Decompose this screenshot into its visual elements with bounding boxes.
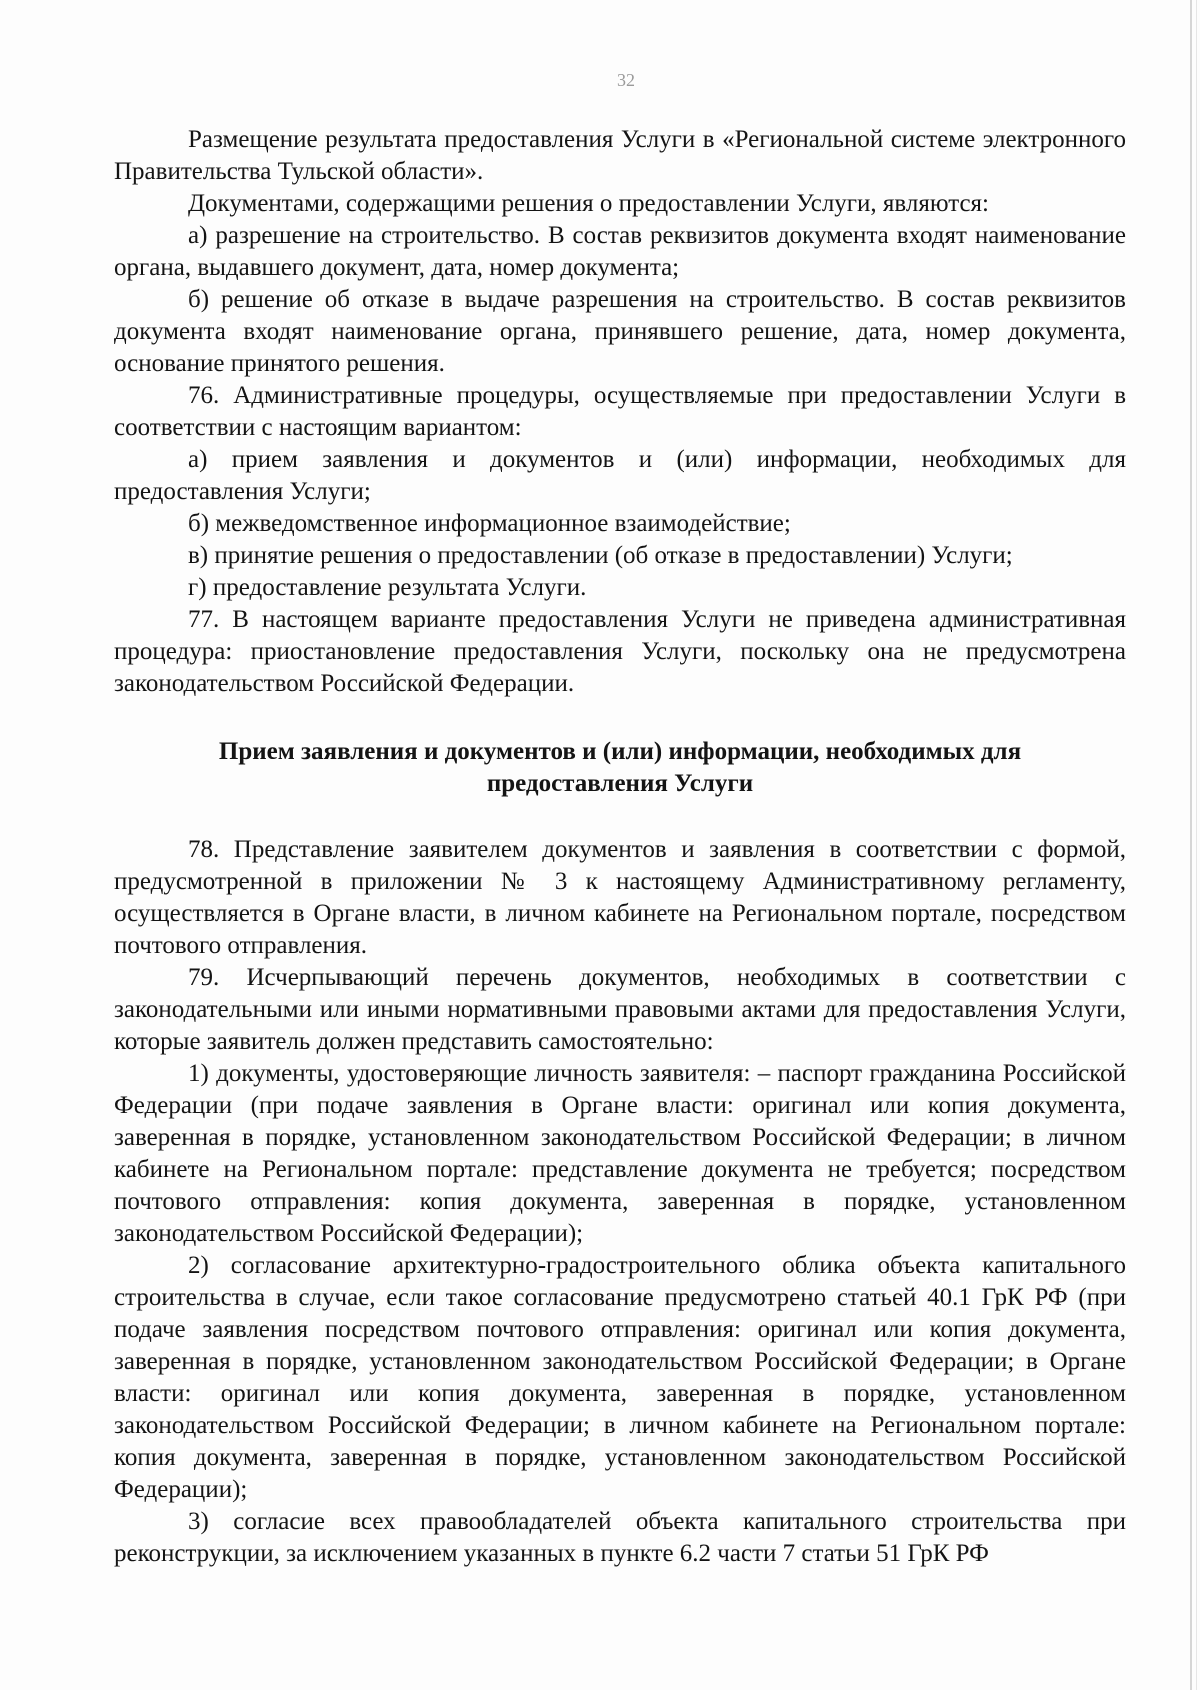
page-edge-line-secondary — [1196, 0, 1197, 1690]
clause-78: 78. Представление заявителем документов и заявления в соответствии с формой, предусмотренной в приложении № 3 к настоящему Административному регламенту, осуществляется в Органе власти, в личном кабинете на Региональном портале, посредством почтового отправления. — [114, 836, 1126, 959]
clause-76: 76. Административные процедуры, осуществляемые при предоставлении Услуги в соответствии с настоящим вариантом: — [114, 382, 1126, 441]
section-heading — [114, 736, 1126, 800]
list-item-1: 1) документы, удостоверяющие личность заявителя: – паспорт гражданина Российской Федерации (при подаче заявления в Органе власти: оригинал или копия документа, заверенная в порядке, установленном законодательством Российской Федерации; в личном кабинете на Региональном портале: представление документа не требуется; посредством почтового отправления: копия документа, заверенная в порядке, установленном законодательством Российской Федерации); — [114, 1060, 1126, 1247]
list-item-3: 3) согласие всех правообладателей объекта капитального строительства при реконструкции, за исключением указанных в пункте 6.2 части 7 статьи 51 ГрК РФ — [114, 1508, 1126, 1567]
list-item-a: а) разрешение на строительство. В состав реквизитов документа входят наименование органа, выдавшего документ, дата, номер документа; — [114, 222, 1126, 281]
list-item-a: а) прием заявления и документов и (или) информации, необходимых для предоставления Услуги; — [114, 446, 1126, 505]
page-edge-line — [1190, 0, 1192, 1690]
paragraph: Размещение результата предоставления Услуги в «Региональной системе электронного Правительства Тульской области». — [114, 126, 1126, 185]
clause-77: 77. В настоящем варианте предоставления Услуги не приведена административная процедура: приостановление предоставления Услуги, поскольку она не предусмотрена законодательством Российской Федерации. — [114, 606, 1126, 697]
list-item-v: в) принятие решения о предоставлении (об отказе в предоставлении) Услуги; — [188, 542, 1013, 569]
section-heading-line-1: Прием заявления и документов и (или) информации, необходимых для — [218, 738, 1022, 765]
list-item-g: г) предоставление результата Услуги. — [188, 574, 587, 601]
section-heading-line-2: предоставления Услуги — [486, 770, 754, 797]
list-item-2: 2) согласование архитектурно-градостроительного облика объекта капитального строительства в случае, если такое согласование предусмотрено статьей 40.1 ГрК РФ (при подаче заявления посредством почтового отправления: оригинал или копия документа, заверенная в порядке, установленном законодательством Российской Федерации; в Органе власти: оригинал или копия документа, заверенная в порядке, установленном законодательством Российской Федерации; в личном кабинете на Региональном портале: копия документа, заверенная в порядке, установленном законодательством Российской Федерации); — [114, 1252, 1126, 1503]
document-body — [114, 124, 1126, 1570]
list-item-b: б) решение об отказе в выдаче разрешения на строительство. В состав реквизитов документа входят наименование органа, принявшего решение, дата, номер документа, основание принятого решения. — [114, 286, 1126, 377]
list-item-b: б) межведомственное информационное взаимодействие; — [188, 510, 791, 537]
page-number: 32 — [617, 70, 635, 90]
paragraph: Документами, содержащими решения о предоставлении Услуги, являются: — [188, 190, 989, 217]
clause-79: 79. Исчерпывающий перечень документов, необходимых в соответствии с законодательными или иными нормативными правовыми актами для предоставления Услуги, которые заявитель должен представить самостоятельно: — [114, 964, 1126, 1055]
